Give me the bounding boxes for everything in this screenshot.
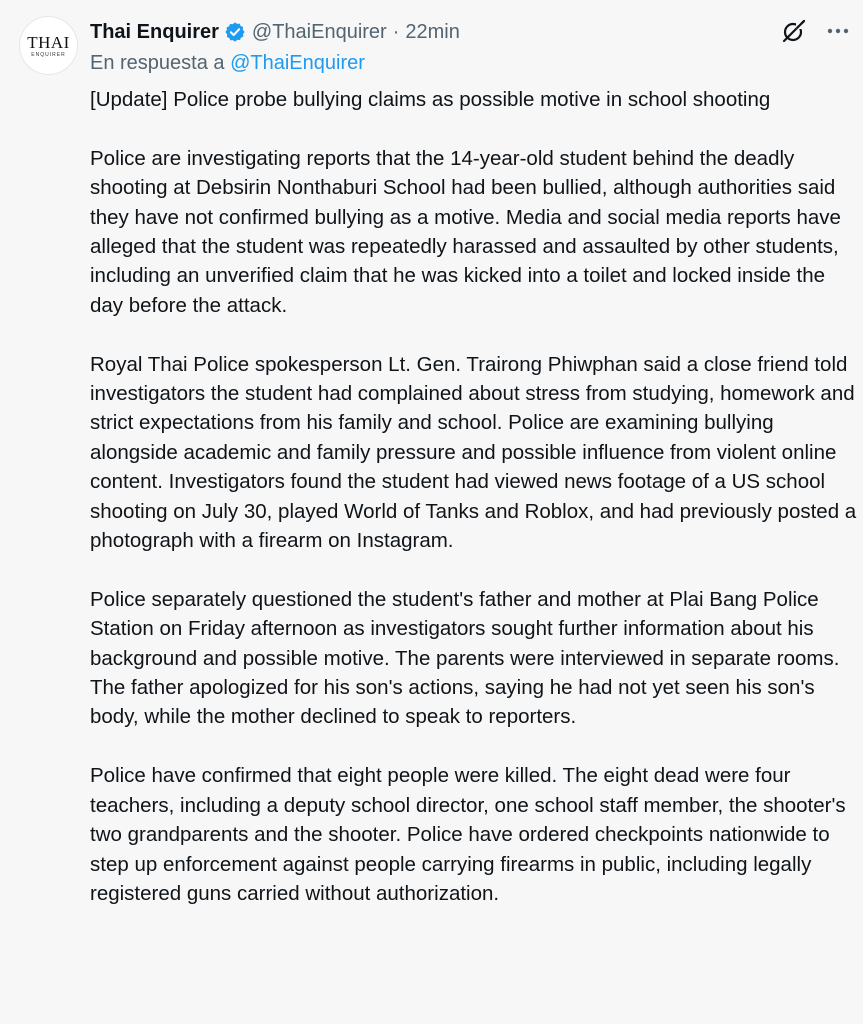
tweet-paragraph-5: Police have confirmed that eight people were killed. The eight dead were four teachers, including a deputy school director, one school staff member, the shooter's two grandparents and the shooter. Police have ordered checkpoints nationwide to step up enforcement against people carrying firearms in public, including legally registered guns carried without authorization. — [90, 764, 846, 905]
more-icon[interactable] — [825, 18, 851, 44]
reply-prefix: En respuesta a — [90, 52, 225, 74]
display-name[interactable]: Thai Enquirer — [90, 20, 219, 43]
tweet-paragraph-4: Police separately questioned the student's father and mother at Plai Bang Police Station on Friday afternoon as investigators sought further information about his background and possible motive. The parents were interviewed in separate rooms. The father apologized for his son's actions, saying he had not yet seen his son's body, while the mother declined to speak to reporters. — [90, 587, 840, 729]
timestamp[interactable]: 22min — [405, 20, 460, 43]
grok-icon[interactable] — [781, 18, 807, 44]
tweet-paragraph-1: [Update] Police probe bullying claims as possible motive in school shooting — [90, 88, 771, 111]
header-actions — [781, 18, 851, 44]
avatar[interactable] — [20, 17, 77, 74]
tweet-header — [90, 18, 773, 46]
reply-context — [90, 52, 365, 75]
tweet-text — [90, 85, 860, 908]
verified-badge-icon — [224, 21, 246, 43]
tweet-paragraph-3: Royal Thai Police spokesperson Lt. Gen. Trairong Phiwphan said a close friend told investigators the student had complained about stress from studying, homework and strict expectations from his family and school. Police are examining bullying alongside academic and family pressure and possible influence from violent online content. Investigators found the student had viewed news footage of a US school shooting on July 30, played World of Tanks and Roblox, and had previously posted a photograph with a firearm on Instagram. — [90, 352, 857, 553]
avatar-logo-subtext: ENQUIRER — [31, 51, 66, 58]
header-separator: · — [392, 20, 400, 43]
tweet-paragraph-2: Police are investigating reports that the 14-year-old student behind the deadly shooting at Debsirin Nonthaburi School had been bullied, although authorities said they have not confirmed bullying as a motive. Media and social media reports have alleged that the student was repeatedly harassed and assaulted by other students, including an unverified claim that he was kicked into a toilet and locked inside the day before the attack. — [90, 146, 841, 317]
reply-handle-link[interactable]: @ThaiEnquirer — [230, 52, 365, 74]
avatar-logo-text: THAI — [27, 32, 70, 52]
author-handle[interactable]: @ThaiEnquirer — [251, 20, 387, 43]
